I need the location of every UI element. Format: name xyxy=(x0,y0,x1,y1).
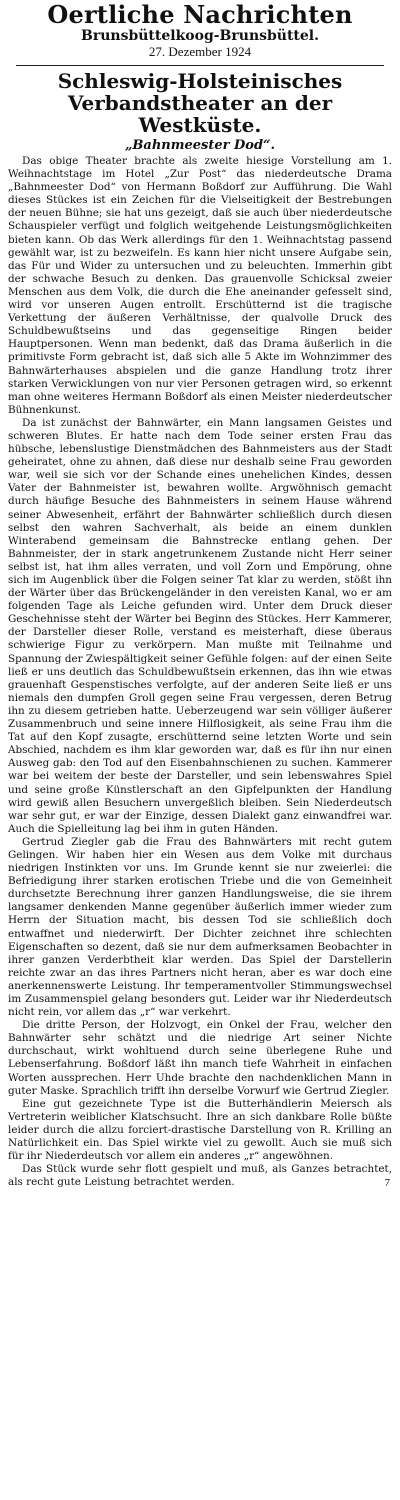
date-line: 27. Dezember 1924 xyxy=(148,44,252,59)
article-body xyxy=(8,155,392,1189)
place-line: Brunsbüttelkoog-Brunsbüttel. xyxy=(81,28,319,44)
article-headline xyxy=(8,70,392,136)
headline-line-1: Schleswig-Holsteinisches xyxy=(57,69,343,93)
paragraph-bahnwaerter: Da ist zunächst der Bahnwärter, ein Mann langsamen Geistes und schweren Blutes. Er hatte nach dem Tode seiner ersten Frau das hübsche, lebenslustige Dienstmädchen des Bahnmeisters aus der Stadt geheiratet, ohne zu ahnen, daß diese nur deshalb seine Frau geworden war, weil sie sich vor der Schande eines unehelichen Kindes, dessen Vater der Bahnmeister ist, bewahren wollte. Argwöhnisch gemacht durch häufige Besuche des Bahnmeisters in seinem Hause während seiner Abwesenheit, erfährt der Bahnwärter schließlich durch diesen selbst den wahren Sachverhalt, als beide an einem dunklen Winterabend gemeinsam die Bahnstrecke entlang gehen. Der Bahnmeister, der in stark angetrunkenem Zustande nicht Herr seiner selbst ist, hat ihm alles verraten, und voll Zorn und Empörung, ohne sich im Augenblick über die Folgen seiner Tat klar zu werden, stößt ihn der Wärter über das Brückengeländer in den vereisten Kanal, wo er am folgenden Tage als Leiche gefunden wird. Unter dem Druck dieser Geschehnisse steht der Wärter bei Beginn des Stückes. Herr Kammerer, der Darsteller dieser Rolle, verstand es meisterhaft, diese überaus schwierige Figur zu verkörpern. Man mußte mit Teilnahme und Spannung der Zwiespältigkeit seiner Gefühle folgen: auf der einen Seite ließ er uns deutlich das Schuldbewußtsein erkennen, das ihn wie etwas grauenhaft Gespenstisches verfolgte, auf der anderen Seite ließ er uns niemals den dumpfen Groll gegen seine Frau vergessen, deren Betrug ihn zu diesem getrieben hatte. Ueberzeugend war sein völliger äußerer Zusammenbruch und seine innere Hilflosigkeit, als seine Frau ihm die Tat auf den Kopf zusagte, erschütternd seine letzten Worte und sein Abschied, nachdem es ihm klar geworden war, daß es für ihn nur einen Ausweg gab: den Tod auf den Eisenbahnschienen zu suchen. Kammerer war bei weitem der beste der Darsteller, und sein lebenswahres Spiel und seine große Künstlerschaft an den Gipfelpunkten der Handlung wird gewiß allen Besuchern unvergeßlich bleiben. Sein Niederdeutsch war sehr gut, er war der Einzige, dessen Dialekt ganz einwandfrei war. Auch die Spielleitung lag bei ihm in guten Händen. xyxy=(8,416,392,835)
paragraph-closing: Das Stück wurde sehr flott gespielt und muß, als Ganzes betrachtet, als recht gute Leistung betrachtet werden. xyxy=(8,1163,392,1189)
paragraph-intro: Das obige Theater brachte als zweite hiesige Vorstellung am 1. Weihnachtstage im Hotel „Zur Post“ das niederdeutsche Drama „Bahnmeester Dod“ von Hermann Boßdorf zur Aufführung. Die Wahl dieses Stückes ist ein Zeichen für die Vielseitigkeit der Bestrebungen der neuen Bühne; sie hat uns gezeigt, daß sie auch über niederdeutsche Schauspieler verfügt und folglich weitgehende Leistungsmöglichkeiten bieten kann. Ob das Werk allerdings für den 1. Weihnachtstag passend gewählt war, ist zu bezweifeln. Es kann hier nicht unsere Aufgabe sein, das Für und Wider zu untersuchen und zu beleuchten. Immerhin gibt der schwache Besuch zu denken. Das grauenvolle Schicksal zweier Menschen aus dem Volk, die durch die Ehe aneinander gefesselt sind, wird vor unseren Augen entrollt. Erschütternd ist die tragische Verkettung der äußeren Verhältnisse, der qualvolle Druck des Schuldbewußtseins und das gegenseitige Ringen beider Hauptpersonen. Wenn man bedenkt, daß das Drama äußerlich in die primitivste Form gebracht ist, daß sich alle 5 Akte im Wohnzimmer des Bahnwärterhauses abspielen und die ganze Handlung trotz ihrer starken Verwicklungen von nur vier Personen getragen wird, so erkennt man ohne weiteres Hermann Boßdorf als einen Meister niederdeutscher Bühnenkunst. xyxy=(8,155,392,416)
paragraph-ziegler: Gertrud Ziegler gab die Frau des Bahnwärters mit recht gutem Gelingen. Wir haben hier ein Wesen aus dem Volke mit durchaus niedrigen Instinkten vor uns. Im Grunde kennt sie nur zweierlei: die Befriedigung ihrer starken erotischen Triebe und die von Gemeinheit durchsetzte Berechnung ihrer ganzen Handlungsweise, die sie ihrem langsamer denkenden Manne gegenüber äußerlich immer wieder zum Herrn der Situation macht, bis dessen Tod sie schließlich doch entwaffnet und niederwirft. Der Dichter zeichnet ihre schlechten Eigenschaften so dezent, daß sie nur dem aufmerksamen Beobachter in ihrer ganzen Verderbtheit klar werden. Das Spiel der Darstellerin reichte zwar an das ihres Partners nicht heran, aber es war doch eine anerkennenswerte Leistung. Ihr temperamentvoller Stimmungswechsel im Zusammenspiel gelang besonders gut. Leider war ihr Niederdeutsch nicht rein, vor allem das „r“ war verkehrt. xyxy=(8,835,392,1019)
headline-line-2: Verbandstheater an der Westküste. xyxy=(67,91,333,137)
closing-row xyxy=(8,1163,392,1189)
section-title: Oertliche Nachrichten xyxy=(47,0,353,29)
paragraph-holzvogt: Die dritte Person, der Holzvogt, ein Onkel der Frau, welcher den Bahnwärter sehr schätzt und die niedrige Art seiner Nichte durchschaut, wirkt wohltuend durch seine überlegene Ruhe und Lebenserfahrung. Boßdorf läßt ihn manch tiefe Wahrheit in einfachen Worten aussprechen. Herr Uhde brachte den nachdenklichen Mann in guter Maske. Sprachlich trifft ihn derselbe Vorwurf wie Gertrud Ziegler. xyxy=(8,1019,392,1097)
divider-rule xyxy=(16,65,384,66)
play-title: „Bahnmeester Dod“. xyxy=(124,138,276,153)
masthead xyxy=(8,2,392,59)
page-number: 7 xyxy=(384,1177,390,1190)
paragraph-meiersch: Eine gut gezeichnete Type ist die Butterhändlerin Meiersch als Vertreterin weiblicher Klatschsucht. Ihre an sich dankbare Rolle büßte leider durch die allzu forciert-drastische Darstellung von R. Krilling an Natürlichkeit ein. Das Spiel wirkte viel zu gewollt. Auch sie muß sich für ihr Niederdeutsch vor allem ein anderes „r“ angewöhnen. xyxy=(8,1097,392,1163)
newspaper-clipping xyxy=(8,0,392,1189)
